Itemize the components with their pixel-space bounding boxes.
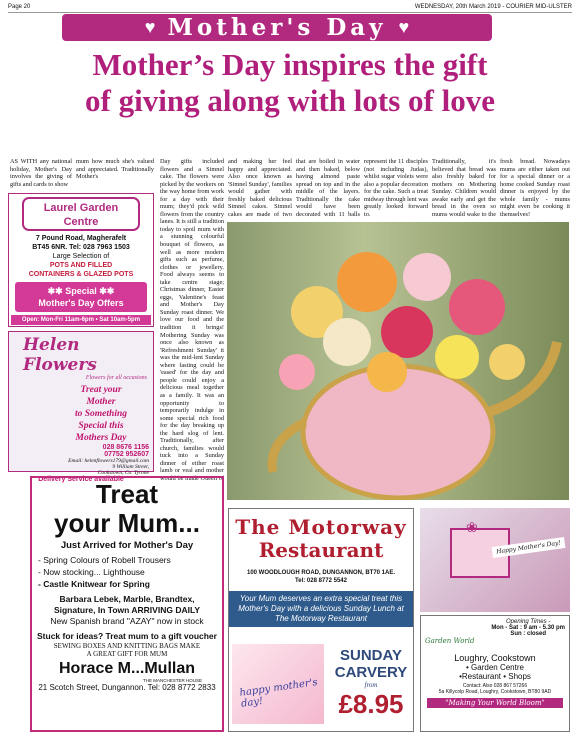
article-col-7: Traditionally, it's believed that bread was also freshly baked for mothers on Mothering Sunday. Children would awake early and get the bread in the oven so mums would wake to the — [432, 158, 496, 218]
article-headline — [10, 47, 570, 118]
article-col-6: represent the 11 disciples (not including Judas), whilst sugar violets were also a popular decoration for the cake. Such a treat midway through lent was greatly looked forward to. — [364, 158, 428, 218]
article-col-4: and making her feel happy and appreciated. Also once known as 'Simnel Sunday', families would gather with freshly baked delicious Simnel cakes. Simnel cakes are made of two — [228, 158, 292, 218]
helen-delivery: Delivery Service available — [38, 476, 124, 483]
mothers-day-card-image — [232, 644, 324, 724]
helen-flowers-ad[interactable] — [8, 331, 154, 483]
treat-subheading: Just Arrived for Mother's Day — [60, 540, 194, 551]
motorway-title: The Motorway — [235, 515, 407, 539]
carvery-label: CARVERY — [334, 664, 408, 681]
laurel-special: ✱✱ Special ✱✱ — [47, 286, 115, 296]
horace-address: 21 Scotch Street, Dungannon. Tel: 028 8772 2833 — [38, 683, 216, 692]
garden-centre: • Garden Centre — [466, 663, 524, 672]
running-header — [8, 4, 572, 13]
treat-brands-3: New Spanish brand "AZAY" now in stock — [50, 616, 204, 626]
treat-heading: Treat — [95, 479, 159, 509]
treat-brands-2: Signature, In Town ARRIVING DAILY — [53, 605, 201, 615]
laurel-garden-ad[interactable] — [8, 193, 154, 327]
helen-town: Cookstown, Co. Tyrone — [97, 470, 149, 476]
laurel-name: Laurel Garden — [43, 202, 119, 214]
laurel-tel: BT45 6NR. Tel: 028 7963 1503 — [32, 244, 130, 251]
heart-icon: ♥ — [398, 17, 410, 37]
headline-line-1: Mother’s Day inspires the gift — [92, 47, 488, 82]
teapot-flowers-photo — [227, 222, 569, 500]
gift-box-image — [420, 508, 570, 612]
heart-icon: ♥ — [144, 17, 156, 37]
motorway-address: 100 WOODLOUGH ROAD, DUNGANNON, BT70 1AE. — [246, 570, 396, 576]
laurel-large: Large Selection of — [52, 253, 110, 260]
laurel-name-2: Centre — [63, 216, 99, 228]
card-text: happy mother's day! — [238, 677, 319, 710]
gift-tag: Happy Mother's Day! — [492, 537, 566, 558]
sunday-label: SUNDAY — [340, 647, 402, 664]
section-banner — [62, 14, 492, 41]
helen-subtitle: Flowers for all occasions — [85, 375, 147, 381]
laurel-opening: Open: Mon-Fri 11am-6pm • Sat 10am-5pm — [11, 315, 151, 325]
garden-hours: Opening Times - Mon - Sat : 9 am - 5.30 pm Sun : closed — [491, 619, 565, 637]
article-col-5: that are boiled in water and then baked, below having almond paste spread on top and in the middle of the layers. Traditionally the cake would have been decorated with 11 balls — [296, 158, 360, 218]
treat-brands: Barbara Lebek, Marble, Brandtex, — [59, 594, 195, 604]
motorway-promo: Your Mum deserves an extra special treat this Mother's Day with a delicious Sunday Lunch at The Motorway Restaurant — [229, 591, 413, 627]
page-number: Page 20 — [8, 4, 31, 10]
treat-item: - Castle Knitwear for Spring — [38, 579, 150, 589]
garden-world-logo: Garden World — [425, 637, 475, 645]
article-col-2: mum how much she's valued and appreciated. Traditionally Mother's — [76, 158, 154, 181]
garden-contact: Contact: Also 028 867 57266 — [462, 683, 528, 689]
banner-title: Mother's Day — [167, 14, 387, 41]
horace-subtitle: THE MANCHESTER HOUSE — [142, 678, 202, 683]
helen-message: Treat your Mother to Something Special this Mothers Day — [75, 385, 127, 443]
bow-icon: ❀ — [466, 521, 478, 536]
article-col-1: AS WITH any national holiday, Mother's Day involves the giving of gifts and cards to show — [10, 158, 72, 188]
from-label: from — [364, 681, 378, 689]
flowers-illustration — [227, 222, 569, 500]
laurel-pots: POTS AND FILLED — [49, 262, 113, 269]
garden-world-ad[interactable] — [420, 615, 570, 732]
helen-street: 9 William Street, — [112, 464, 149, 470]
treat-item: - Now stocking... Lighthouse — [38, 567, 145, 577]
horace-logo: Horace M...Mullan — [58, 660, 196, 677]
treat-voucher: Stuck for ideas? Treat mum to a gift voucher — [37, 631, 217, 641]
garden-slogan: "Making Your World Bloom" — [427, 698, 563, 708]
laurel-offer-box — [15, 282, 147, 312]
issue-date: WEDNESDAY, 20th March 2019 - COURIER MID-ULSTER — [414, 4, 572, 10]
helen-phone-1[interactable]: 028 8676 1156 — [102, 444, 149, 451]
helen-phone-2[interactable]: 07752 952607 — [104, 451, 149, 458]
helen-logo: Helen Flowers — [23, 335, 97, 375]
laurel-offers: Mother's Day Offers — [38, 298, 124, 308]
horace-mcmullan-ad[interactable] — [30, 476, 224, 732]
treat-sewing-2: A GREAT GIFT FOR MUM — [86, 650, 168, 658]
article-col-3: Day gifts included flowers and a Simnel cake. The flowers were picked by the workers on the way home from work for a day with their mum; they'd pick wild flowers from the country lanes. It is still a tradition today to spoil mum with a stunning colourful bouquet of flowers, as well as more modern gifts such as perfume, clothes or jewellery. Food always seems to take centre stage; Christmas dinner, Easter eggs, Valentine's feast and Mother's Day Sunday roast dinner. We love our food and the tradition it brings! Mothering Sunday was once also known as 'Refreshment Sunday' it was the mid-lent Sunday where fasting could be 'eased' for the day and people could enjoy a delicious meal together as a family. It was an opportunity to temporarily indulge in some special rich food for the day breaking up the hard slog of lent. Traditionally, after church, families would tuck into a Sunday dinner of either roast lamb or veal and mother would be made Queen of — [160, 158, 224, 480]
laurel-logo — [22, 197, 140, 231]
laurel-pots-2: CONTAINERS & GLAZED POTS — [28, 271, 134, 278]
treat-heading-2: your Mum... — [54, 508, 200, 538]
carvery-offer — [329, 647, 413, 720]
motorway-restaurant-ad[interactable] — [228, 508, 414, 732]
carvery-price: £8.95 — [338, 689, 404, 719]
treat-item: - Spring Colours of Robell Trousers — [38, 555, 171, 565]
treat-sewing: SEWING BOXES AND KNITTING BAGS MAKE — [53, 642, 201, 650]
garden-address: 5a Killycolp Road, Loughry, Cookstown, BT80 9AD — [438, 689, 552, 695]
garden-top — [421, 616, 569, 645]
helen-email[interactable]: Email: helenflowers179@gmail.com — [68, 458, 149, 464]
garden-town: Loughry, Cookstown — [454, 653, 536, 663]
garden-restaurant: •Restaurant • Shops — [459, 672, 531, 681]
motorway-tel[interactable]: Tel: 028 8772 5542 — [295, 578, 347, 584]
laurel-address: 7 Pound Road, Magherafelt — [35, 235, 127, 242]
article-col-8: fresh bread. Nowadays mums are either taken out for a special dinner or a home cooked Sunday roast dinner is enjoyed by the whole family - mums might even be cooking it themselves! — [500, 158, 570, 218]
motorway-title-2: Restaurant — [258, 538, 384, 562]
headline-line-2: of giving along with lots of love — [85, 82, 495, 118]
